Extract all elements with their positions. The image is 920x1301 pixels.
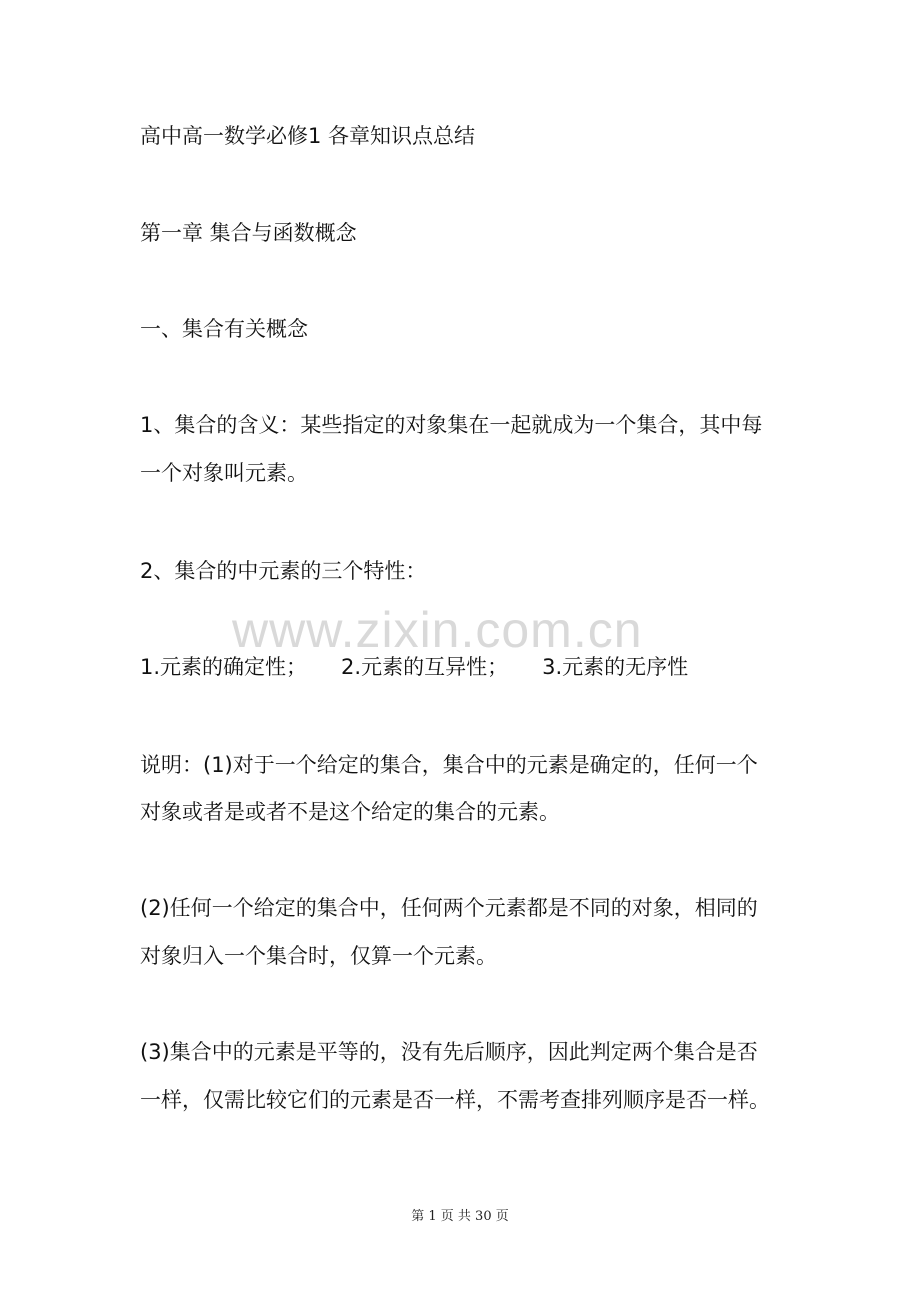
note3-line2: 一样，仅需比较它们的元素是否一样，不需考查排列顺序是否一样。 xyxy=(140,1088,770,1112)
section-heading: 一、集合有关概念 xyxy=(140,317,308,341)
page-footer: 第 1 页 共 30 页 xyxy=(411,1209,509,1224)
item2-heading: 2、集合的中元素的三个特性： xyxy=(140,559,427,583)
document-title: 高中高一数学必修1 各章知识点总结 xyxy=(140,124,476,148)
note1-line1: 说明：(1)对于一个给定的集合，集合中的元素是确定的，任何一个 xyxy=(140,753,758,777)
property-determinacy: 1.元素的确定性； xyxy=(140,655,308,679)
note3-line1: (3)集合中的元素是平等的，没有先后顺序，因此判定两个集合是否 xyxy=(140,1040,758,1064)
note1-line2: 对象或者是或者不是这个给定的集合的元素。 xyxy=(140,800,560,824)
note2-line2: 对象归入一个集合时，仅算一个元素。 xyxy=(140,944,497,968)
watermark: www.zixin.com.cn xyxy=(232,602,643,658)
property-distinctness: 2.元素的互异性； xyxy=(341,655,509,679)
note2-line1: (2)任何一个给定的集合中，任何两个元素都是不同的对象，相同的 xyxy=(140,896,758,920)
item1-line2: 一个对象叫元素。 xyxy=(140,461,308,485)
property-unorderedness: 3.元素的无序性 xyxy=(542,655,689,679)
properties-row xyxy=(140,652,688,682)
chapter-heading: 第一章 集合与函数概念 xyxy=(140,221,357,245)
item1-line1: 1、集合的含义：某些指定的对象集在一起就成为一个集合，其中每 xyxy=(140,413,763,437)
